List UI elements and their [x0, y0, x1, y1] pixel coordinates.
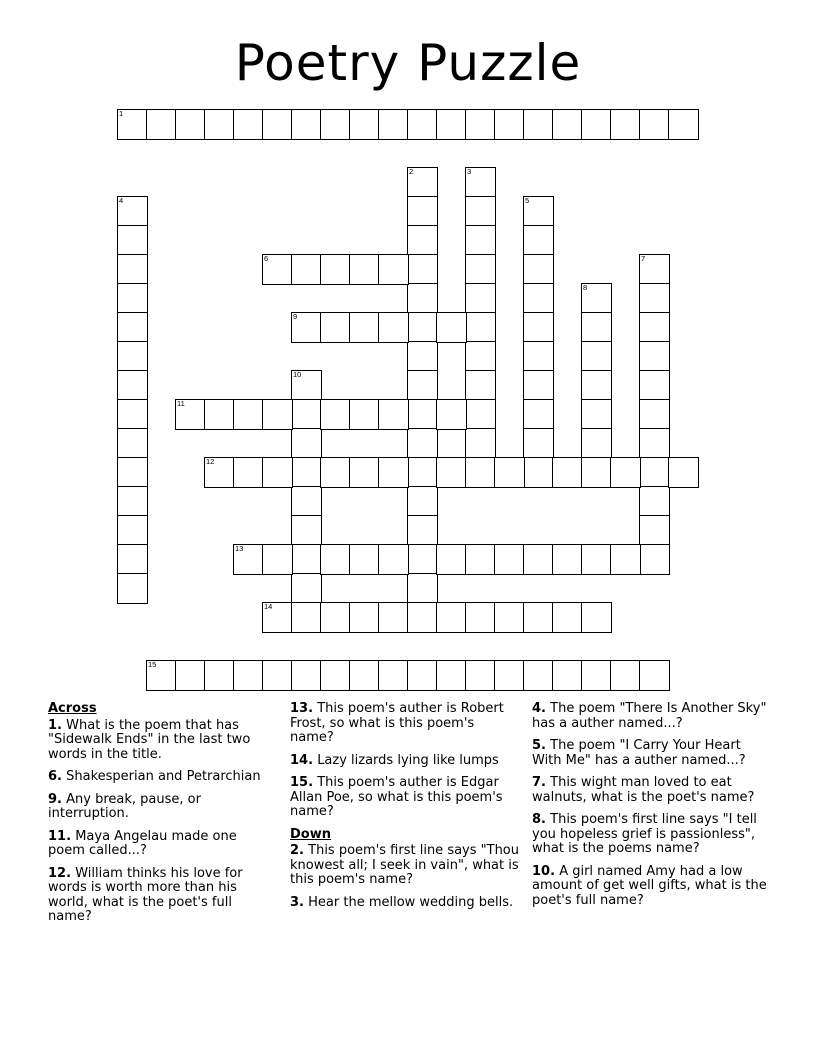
grid-cell[interactable] [320, 399, 351, 430]
grid-cell[interactable] [349, 457, 380, 488]
grid-cell[interactable] [436, 312, 467, 343]
grid-cell[interactable] [291, 602, 322, 633]
grid-cell[interactable] [465, 167, 496, 198]
grid-cell[interactable] [407, 457, 438, 488]
clue-number-label: 8 [583, 283, 588, 292]
grid-cell[interactable] [407, 573, 438, 604]
grid-cell[interactable] [291, 573, 322, 604]
grid-cell[interactable] [465, 457, 496, 488]
grid-cell[interactable] [552, 602, 583, 633]
grid-cell[interactable] [639, 109, 670, 140]
grid-cell[interactable] [639, 399, 670, 430]
grid-cell[interactable] [581, 370, 612, 401]
grid-cell[interactable] [204, 399, 235, 430]
grid-cell[interactable] [639, 515, 670, 546]
grid-cell[interactable] [552, 109, 583, 140]
grid-cell[interactable] [436, 109, 467, 140]
grid-cell[interactable] [204, 457, 235, 488]
grid-cell[interactable] [436, 457, 467, 488]
grid-cell[interactable] [349, 312, 380, 343]
grid-cell[interactable] [523, 457, 554, 488]
grid-cell[interactable] [581, 283, 612, 314]
grid-cell[interactable] [494, 660, 525, 691]
clue-number-label: 14 [264, 602, 273, 611]
page-title: Poetry Puzzle [234, 34, 582, 92]
clue-column-3 [532, 702, 772, 916]
grid-cell[interactable] [407, 312, 438, 343]
grid-cell[interactable] [378, 457, 409, 488]
grid-cell[interactable] [436, 544, 467, 575]
grid-cell[interactable] [465, 544, 496, 575]
across-heading: Across [48, 701, 97, 716]
clue-number-label: 11 [177, 399, 185, 408]
grid-cell[interactable] [407, 109, 438, 140]
grid-cell[interactable] [378, 602, 409, 633]
grid-cell[interactable] [581, 602, 612, 633]
grid-cell[interactable] [523, 428, 554, 459]
grid-cell[interactable] [233, 399, 264, 430]
clue-down-7: 7. This wight man loved to eat walnuts, what is the poet's name? [532, 775, 755, 805]
grid-cell[interactable] [639, 312, 670, 343]
grid-cell[interactable] [349, 544, 380, 575]
grid-cell[interactable] [262, 602, 293, 633]
grid-cell[interactable] [262, 109, 293, 140]
grid-cell[interactable] [117, 225, 148, 256]
clue-across-1: 1. What is the poem that has "Sidewalk Ends" in the last two words in the title. [48, 717, 251, 762]
grid-cell[interactable] [146, 660, 177, 691]
grid-cell[interactable] [349, 109, 380, 140]
clue-column-2 [290, 702, 522, 918]
grid-cell[interactable] [436, 399, 467, 430]
grid-cell[interactable] [117, 196, 148, 227]
grid-cell[interactable] [117, 312, 148, 343]
grid-cell[interactable] [291, 312, 322, 343]
grid-cell[interactable] [349, 660, 380, 691]
grid-cell[interactable] [639, 660, 670, 691]
clue-number-label: 3 [467, 167, 472, 176]
grid-cell[interactable] [581, 109, 612, 140]
grid-cell[interactable] [146, 109, 177, 140]
grid-cell[interactable] [465, 660, 496, 691]
grid-cell[interactable] [407, 167, 438, 198]
grid-cell[interactable] [320, 254, 351, 285]
clue-across-15: 15. This poem's auther is Edgar Allan Poe, so what is this poem's name? [290, 775, 503, 819]
grid-cell[interactable] [581, 660, 612, 691]
grid-cell[interactable] [407, 225, 438, 256]
down-heading: Down [290, 826, 331, 842]
grid-cell[interactable] [465, 312, 496, 343]
grid-cell[interactable] [436, 602, 467, 633]
grid-cell[interactable] [639, 428, 670, 459]
grid-cell[interactable] [639, 370, 670, 401]
grid-cell[interactable] [523, 341, 554, 372]
grid-cell[interactable] [204, 109, 235, 140]
clue-number-label: 2 [409, 167, 414, 176]
grid-cell[interactable] [407, 602, 438, 633]
grid-cell[interactable] [639, 486, 670, 517]
grid-cell[interactable] [262, 254, 293, 285]
grid-cell[interactable] [262, 457, 293, 488]
grid-cell[interactable] [291, 370, 322, 401]
grid-cell[interactable] [581, 428, 612, 459]
grid-cell[interactable] [175, 660, 206, 691]
grid-cell[interactable] [291, 660, 322, 691]
clue-down-4: 4. The poem "There Is Another Sky" has a auther named...? [532, 701, 767, 731]
clue-across-9: 9. Any break, pause, or interruption. [48, 791, 201, 821]
clue-across-13: 13. This poem's auther is Robert Frost, so what is this poem's name? [290, 701, 504, 745]
grid-cell[interactable] [117, 283, 148, 314]
grid-cell[interactable] [291, 515, 322, 546]
grid-cell[interactable] [523, 109, 554, 140]
grid-cell[interactable] [291, 457, 322, 488]
grid-cell[interactable] [552, 544, 583, 575]
grid-cell[interactable] [465, 399, 496, 430]
clue-number-label: 7 [641, 254, 646, 263]
clue-number-label: 6 [264, 254, 269, 263]
grid-cell[interactable] [117, 457, 148, 488]
grid-cell[interactable] [407, 341, 438, 372]
clue-down-3: 3. Hear the mellow wedding bells. [290, 894, 514, 910]
grid-cell[interactable] [581, 544, 612, 575]
clue-number-label: 13 [235, 544, 244, 553]
grid-cell[interactable] [320, 544, 351, 575]
grid-cell[interactable] [117, 486, 148, 517]
clue-number-label: 1 [119, 109, 124, 118]
grid-cell[interactable] [465, 341, 496, 372]
grid-cell[interactable] [639, 283, 670, 314]
clue-down-10: 10. A girl named Amy had a low amount of get well gifts, what is the poet's full name? [532, 863, 767, 908]
grid-cell[interactable] [291, 109, 322, 140]
grid-cell[interactable] [581, 341, 612, 372]
grid-cell[interactable] [465, 602, 496, 633]
grid-cell[interactable] [117, 428, 148, 459]
grid-cell[interactable] [407, 428, 438, 459]
clue-number-label: 9 [293, 312, 298, 321]
grid-cell[interactable] [291, 254, 322, 285]
grid-cell[interactable] [117, 399, 148, 430]
grid-cell[interactable] [233, 457, 264, 488]
grid-cell[interactable] [610, 457, 641, 488]
clue-number-label: 5 [525, 196, 530, 205]
grid-cell[interactable] [204, 660, 235, 691]
grid-cell[interactable] [523, 660, 554, 691]
grid-cell[interactable] [320, 602, 351, 633]
grid-cell[interactable] [349, 254, 380, 285]
grid-cell[interactable] [378, 109, 409, 140]
grid-cell[interactable] [291, 399, 322, 430]
grid-cell[interactable] [117, 515, 148, 546]
grid-cell[interactable] [117, 341, 148, 372]
clue-number-label: 4 [119, 196, 124, 205]
clue-across-6: 6. Shakesperian and Petrarchian [48, 769, 261, 784]
grid-cell[interactable] [639, 254, 670, 285]
grid-cell[interactable] [117, 109, 148, 140]
clue-across-11: 11. Maya Angelau made one poem called...? [48, 828, 237, 858]
grid-cell[interactable] [349, 399, 380, 430]
grid-cell[interactable] [610, 109, 641, 140]
grid-cell[interactable] [320, 660, 351, 691]
grid-cell[interactable] [668, 109, 699, 140]
grid-cell[interactable] [320, 457, 351, 488]
grid-cell[interactable] [494, 109, 525, 140]
grid-cell[interactable] [378, 254, 409, 285]
grid-cell[interactable] [262, 544, 293, 575]
grid-cell[interactable] [378, 660, 409, 691]
grid-cell[interactable] [552, 660, 583, 691]
grid-cell[interactable] [552, 457, 583, 488]
grid-cell[interactable] [320, 312, 351, 343]
clue-number-label: 15 [148, 660, 157, 669]
grid-cell[interactable] [407, 370, 438, 401]
grid-cell[interactable] [407, 254, 438, 285]
grid-cell[interactable] [523, 602, 554, 633]
grid-cell[interactable] [407, 544, 438, 575]
grid-cell[interactable] [523, 254, 554, 285]
grid-cell[interactable] [117, 254, 148, 285]
grid-cell[interactable] [523, 544, 554, 575]
grid-cell[interactable] [523, 225, 554, 256]
grid-cell[interactable] [581, 312, 612, 343]
grid-cell[interactable] [262, 399, 293, 430]
grid-cell[interactable] [465, 428, 496, 459]
clue-column-1 [48, 702, 270, 933]
grid-cell[interactable] [378, 312, 409, 343]
grid-cell[interactable] [407, 399, 438, 430]
grid-cell[interactable] [494, 602, 525, 633]
clue-down-8: 8. This poem's first line says "I tell you hopeless grief is passionless", what is the poems name? [532, 812, 757, 856]
grid-cell[interactable] [233, 544, 264, 575]
grid-cell[interactable] [523, 196, 554, 227]
grid-cell[interactable] [639, 457, 670, 488]
grid-cell[interactable] [581, 457, 612, 488]
grid-cell[interactable] [175, 109, 206, 140]
grid-cell[interactable] [523, 370, 554, 401]
grid-cell[interactable] [320, 109, 351, 140]
grid-cell[interactable] [465, 109, 496, 140]
grid-cell[interactable] [378, 544, 409, 575]
clue-across-12: 12. William thinks his love for words is worth more than his world, what is the poet's full name? [48, 865, 243, 924]
grid-cell[interactable] [465, 196, 496, 227]
clue-down-5: 5. The poem "I Carry Your Heart With Me" has a auther named...? [532, 738, 746, 768]
grid-cell[interactable] [117, 544, 148, 575]
grid-cell[interactable] [117, 573, 148, 604]
grid-cell[interactable] [639, 341, 670, 372]
grid-cell[interactable] [465, 370, 496, 401]
grid-cell[interactable] [465, 283, 496, 314]
grid-cell[interactable] [465, 225, 496, 256]
clue-down-2: 2. This poem's first line says "Thou knowest all; I seek in vain", what is this poem's name? [290, 843, 520, 887]
grid-cell[interactable] [668, 457, 699, 488]
grid-cell[interactable] [291, 428, 322, 459]
grid-cell[interactable] [291, 486, 322, 517]
grid-cell[interactable] [349, 602, 380, 633]
grid-cell[interactable] [610, 544, 641, 575]
grid-cell[interactable] [407, 486, 438, 517]
grid-cell[interactable] [233, 109, 264, 140]
grid-cell[interactable] [523, 283, 554, 314]
grid-cell[interactable] [407, 515, 438, 546]
grid-cell[interactable] [407, 196, 438, 227]
grid-cell[interactable] [523, 399, 554, 430]
grid-cell[interactable] [465, 254, 496, 285]
grid-cell[interactable] [407, 283, 438, 314]
grid-cell[interactable] [523, 312, 554, 343]
grid-cell[interactable] [262, 660, 293, 691]
grid-cell[interactable] [610, 660, 641, 691]
grid-cell[interactable] [494, 544, 525, 575]
grid-cell[interactable] [233, 660, 264, 691]
grid-cell[interactable] [407, 660, 438, 691]
clue-number-label: 12 [206, 457, 215, 466]
grid-cell[interactable] [581, 399, 612, 430]
grid-cell[interactable] [639, 544, 670, 575]
grid-cell[interactable] [175, 399, 206, 430]
grid-cell[interactable] [494, 457, 525, 488]
clue-across-14: 14. Lazy lizards lying like lumps [290, 752, 499, 768]
grid-cell[interactable] [378, 399, 409, 430]
grid-cell[interactable] [436, 660, 467, 691]
clue-number-label: 10 [293, 370, 302, 379]
grid-cell[interactable] [291, 544, 322, 575]
grid-cell[interactable] [117, 370, 148, 401]
